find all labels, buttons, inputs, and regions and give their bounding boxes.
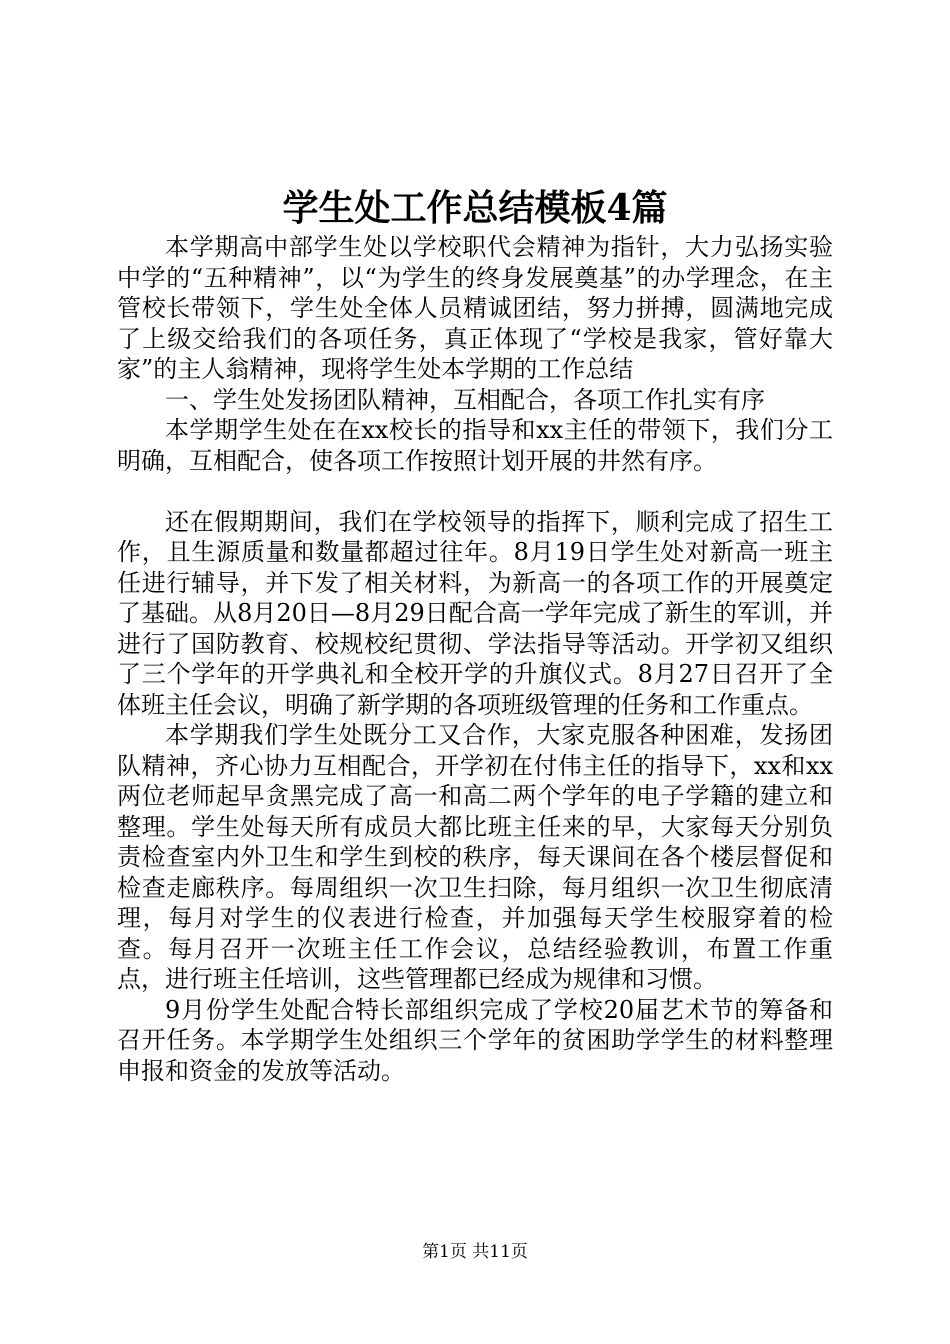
page-number-footer: 第1页 共11页 — [422, 1242, 528, 1262]
section-heading-1: 一、学生处发扬团队精神，互相配合，各项工作扎实有序 — [165, 385, 765, 414]
document-title: 学生处工作总结模板4篇 — [282, 187, 668, 229]
blank-line — [117, 476, 833, 507]
paragraph-summer-work: 还在假期期间，我们在学校领导的指挥下，顺利完成了招生工作，且生源质量和数量都超过往年。8月19日学生处对新高一班主任进行辅导，并下发了相关材料，为新高一的各项工作的开展奠定了基础。从8月20日—8月29日配合高一学年完成了新生的军训，并进行了国防教育、校规校纪贯彻、学法指导等活动。开学初又组织了三个学年的开学典礼和全校开学的升旗仪式。8月27日召开了全体班主任会议，明确了新学期的各项班级管理的任务和工作重点。 — [117, 507, 833, 719]
paragraph-teamwork: 本学期我们学生处既分工又合作，大家克服各种困难，发扬团队精神，齐心协力互相配合，开学初在付伟主任的指导下，xx和xx两位老师起早贪黑完成了高一和高二两个学年的电子学籍的建立和整理。学生处每天所有成员大都比班主任来的早，大家每天分别负责检查室内外卫生和学生到校的秩序，每天课间在各个楼层督促和检查走廊秩序。每周组织一次卫生扫除，每月组织一次卫生彻底清理，每月对学生的仪表进行检查，并加强每天学生校服穿着的检查。每月召开一次班主任工作会议，总结经验教训，布置工作重点，进行班主任培训，这些管理都已经成为规律和习惯。 — [117, 721, 833, 993]
paragraph-art-festival: 9月份学生处配合特长部组织完成了学校20届艺术节的筹备和召开任务。本学期学生处组织三个学年的贫困助学学生的材料整理申报和资金的发放等活动。 — [117, 995, 833, 1085]
paragraph-division-of-labor: 本学期学生处在在xx校长的指导和xx主任的带领下，我们分工明确，互相配合，使各项工作按照计划开展的井然有序。 — [117, 416, 833, 475]
paragraph-intro: 本学期高中部学生处以学校职代会精神为指针，大力弘扬实验中学的“五种精神”，以“为学生的终身发展奠基”的办学理念，在主管校长带领下，学生处全体人员精诚团结，努力拼搏，圆满地完成了上级交给我们的各项任务，真正体现了“学校是我家，管好靠大家”的主人翁精神，现将学生处本学期的工作总结 — [117, 233, 833, 383]
document-body — [117, 232, 833, 1086]
